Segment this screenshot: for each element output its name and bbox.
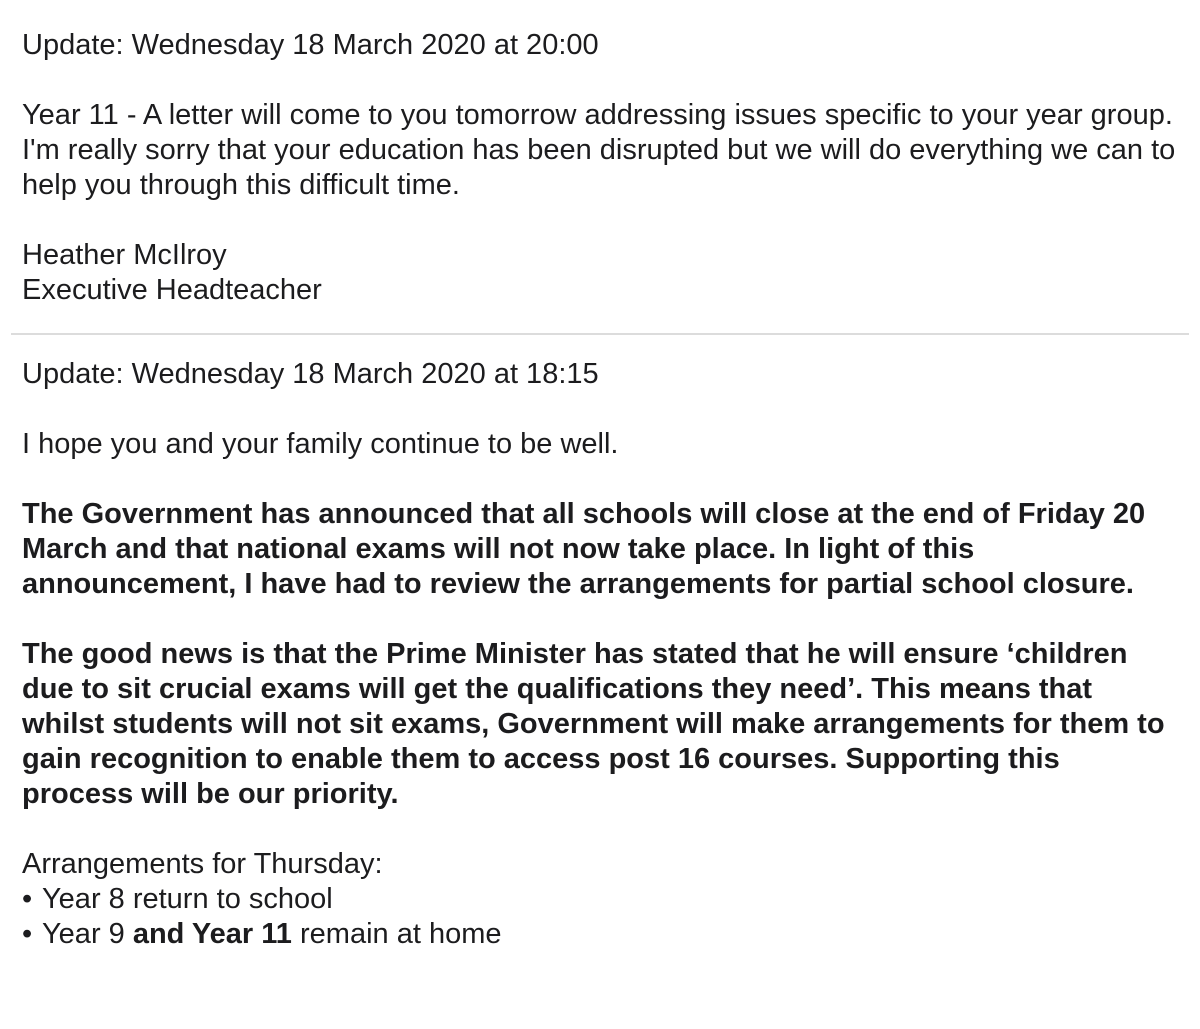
update-18-15 xyxy=(0,335,1200,952)
announcement-paragraph: The Government has announced that all schools will close at the end of Friday 20 March and that national exams will not now take place. In light of this announcement, I have had to review the arrangements for partial school closure. xyxy=(22,498,1146,600)
update-heading: Update: Wednesday 18 March 2020 at 20:00 xyxy=(22,29,599,61)
update-body: Year 11 - A letter will come to you tomorrow addressing issues specific to your year group. I'm really sorry that your education has been disrupted but we will do everything we can to help you through this difficult time. xyxy=(22,99,1176,201)
list-item-text: Year 9 xyxy=(42,918,125,950)
update-20-00 xyxy=(0,0,1200,308)
list-item xyxy=(22,882,1178,917)
arrangements-heading: Arrangements for Thursday: xyxy=(22,848,383,880)
bullet-icon: • xyxy=(22,883,33,915)
arrangements-list xyxy=(22,882,1178,952)
list-item-text: Year 8 return to school xyxy=(42,883,333,915)
list-item-text: remain at home xyxy=(300,918,502,950)
bullet-icon: • xyxy=(22,918,33,950)
list-item-bold-text: and Year 11 xyxy=(132,918,292,950)
list-item xyxy=(22,917,1178,952)
signature-name: Heather McIlroy xyxy=(22,239,227,271)
signature-title: Executive Headteacher xyxy=(22,274,322,306)
good-news-paragraph: The good news is that the Prime Minister has stated that he will ensure ‘children due to sit crucial exams will get the qualifications they need’. This means that whilst students will not sit exams, Government will make arrangements for them to gain recognition to enable them to access post 16 courses. Supporting this process will be our priority. xyxy=(22,638,1165,810)
update-heading: Update: Wednesday 18 March 2020 at 18:15 xyxy=(22,358,599,390)
greeting-paragraph: I hope you and your family continue to be well. xyxy=(22,428,619,460)
